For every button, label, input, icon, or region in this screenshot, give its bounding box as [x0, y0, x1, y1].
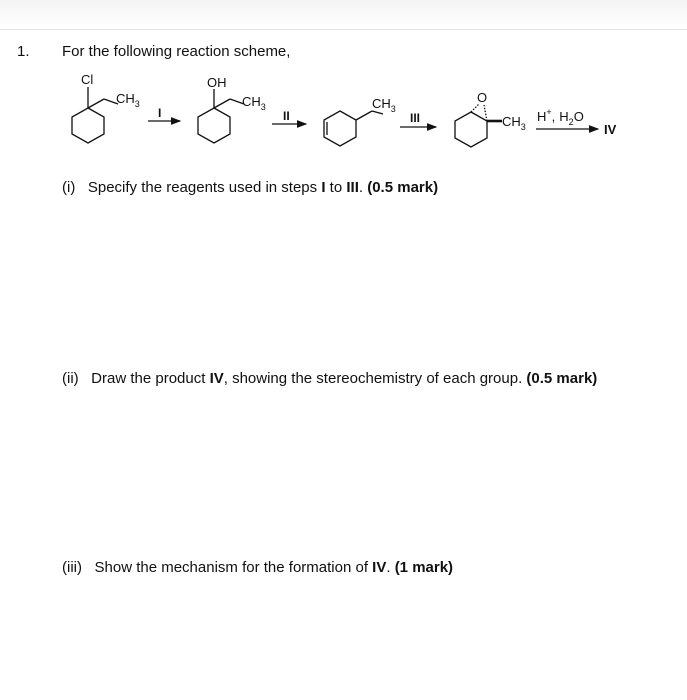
- molecule-chloroalkane: [72, 87, 118, 143]
- ch3-label-2: $CH_3$: [242, 94, 266, 112]
- top-header-strip: [0, 0, 687, 30]
- part-ii-label: (ii): [62, 370, 79, 387]
- part-iii-text: Show the mechanism for the formation of: [94, 559, 373, 576]
- part-iii: [62, 559, 453, 576]
- molecule-epoxide: [455, 104, 502, 147]
- ch3-label-4: $CH_3$: [502, 114, 526, 132]
- question-number: 1.: [17, 43, 30, 60]
- part-ii-end: , showing the stereochemistry of each group.: [223, 370, 527, 387]
- step-2-label: II: [283, 109, 290, 123]
- part-i-bold-2: III: [346, 179, 359, 196]
- part-i-label: (i): [62, 179, 76, 196]
- part-ii-mark: (0.5 mark): [526, 370, 598, 387]
- part-i-mark: (0.5 mark): [367, 179, 439, 196]
- part-i-text: Specify the reagents used in steps: [87, 179, 322, 196]
- step-3-label: III: [410, 111, 421, 125]
- part-i-end: .: [358, 179, 368, 196]
- part-i-mid: to: [325, 179, 347, 196]
- part-iii-bold-1: IV: [372, 559, 387, 576]
- reagent-acid-water: H+, $H_2O$: [537, 107, 584, 127]
- ch3-label-1: $CH_3$: [116, 91, 140, 109]
- step-1-label: I: [158, 106, 162, 120]
- part-i: [62, 179, 438, 196]
- molecule-alkene: [324, 111, 383, 146]
- part-i-bold-1: I: [321, 179, 326, 196]
- cl-label: Cl: [81, 72, 94, 87]
- header-divider: [0, 29, 687, 30]
- question-intro: For the following reaction scheme,: [62, 43, 291, 60]
- part-ii-text: Draw the product: [91, 370, 210, 387]
- part-ii-bold-1: IV: [209, 370, 224, 387]
- epoxide-o-label: O: [477, 90, 488, 105]
- part-iii-mark: (1 mark): [394, 559, 454, 576]
- reaction-scheme: [0, 60, 687, 170]
- part-iii-end: .: [386, 559, 395, 576]
- oh-label: OH: [207, 75, 227, 90]
- product-iv-label: IV: [604, 122, 617, 137]
- ch3-label-3: $CH_3$: [372, 96, 396, 114]
- part-iii-label: (iii): [62, 559, 82, 576]
- molecule-alcohol: [198, 89, 244, 143]
- part-ii: [62, 370, 597, 387]
